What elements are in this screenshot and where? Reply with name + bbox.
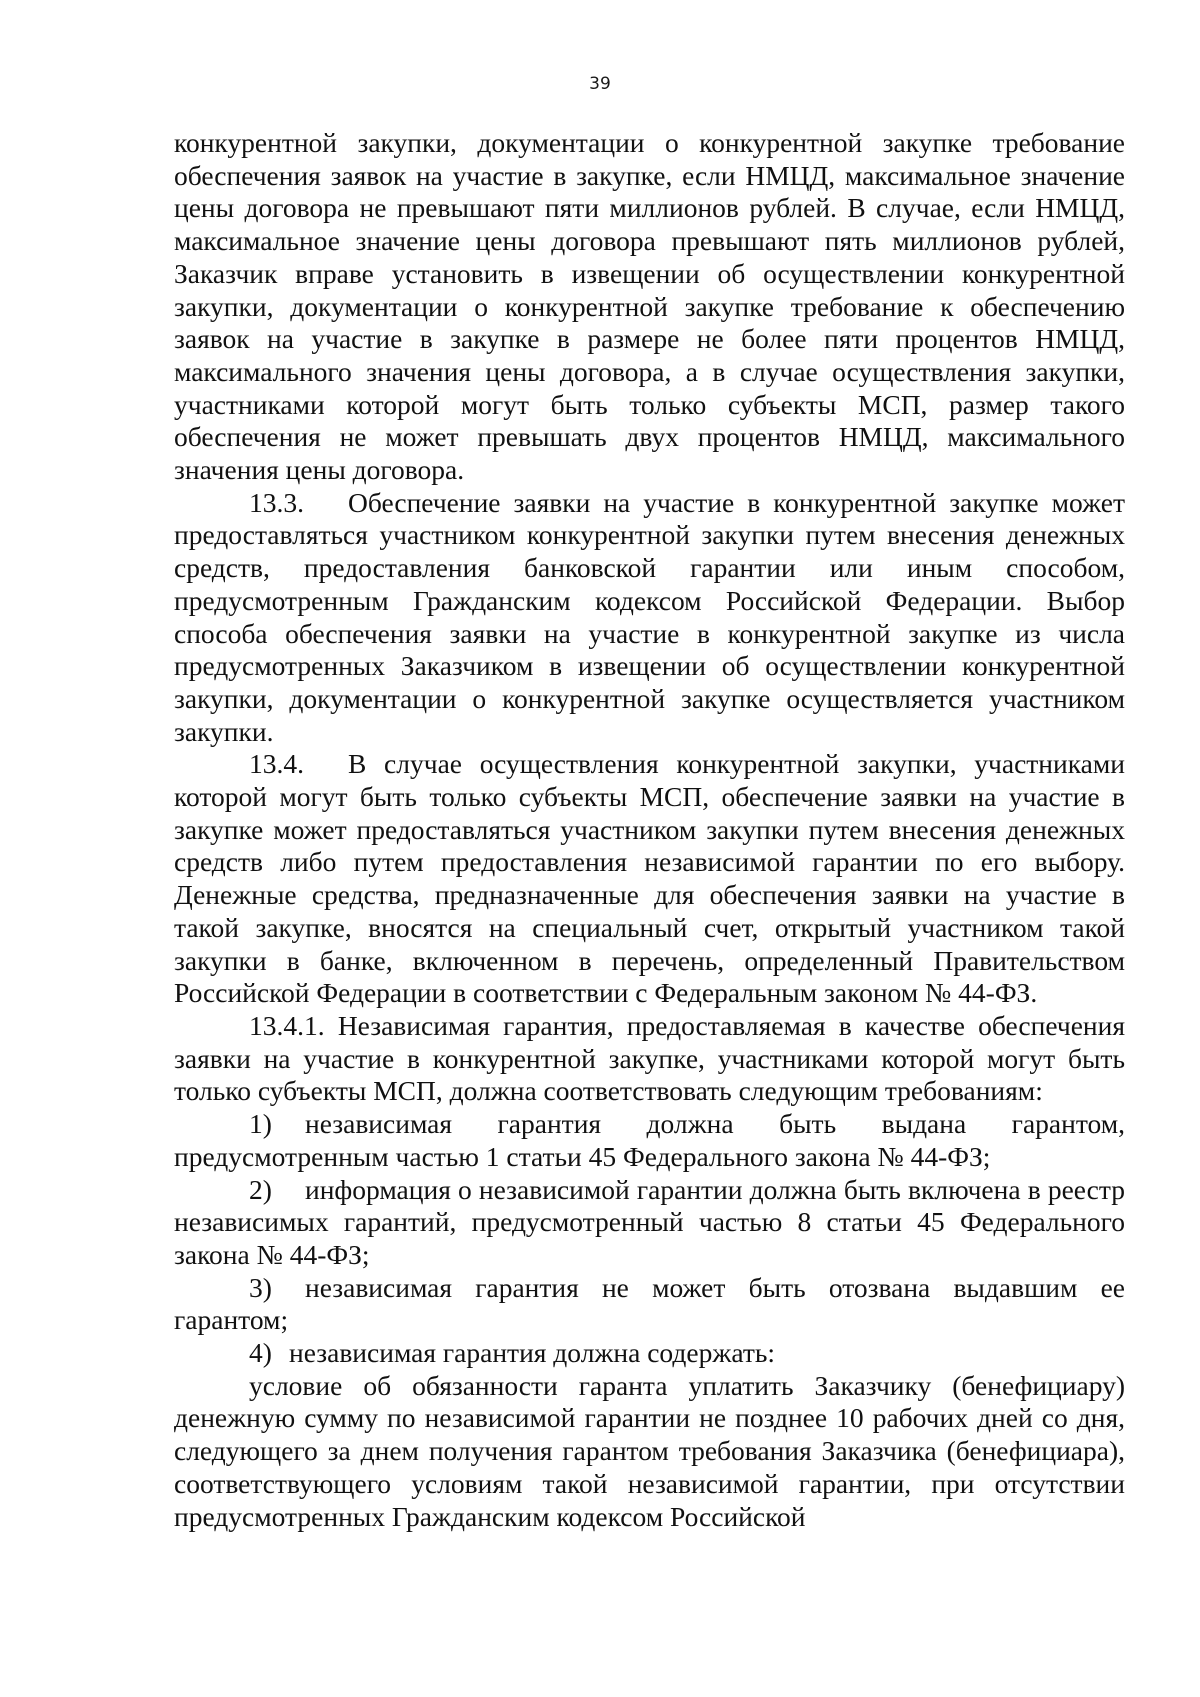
paragraph-guarantee-condition bbox=[174, 1370, 1125, 1534]
list-item-text: независимая гарантия должна содержать: bbox=[289, 1337, 776, 1369]
clause-13-3 bbox=[174, 487, 1125, 749]
list-item-3 bbox=[174, 1272, 1125, 1337]
clause-number: 13.3. bbox=[249, 486, 304, 518]
clause-13-4-1 bbox=[174, 1010, 1125, 1108]
list-item-number: 3) bbox=[249, 1271, 272, 1303]
list-item-number: 4) bbox=[249, 1337, 272, 1369]
clause-text: В случае осуществления конкурентной закупки, участниками которой могут быть только субъекты МСП, обеспечение заявки на участие в закупке может предоставляться участником закупки путем внесения денежных средств либо путем предоставления независимой гарантии по его выбору. Денежные средства, предназначенные для обеспечения заявки на участие в такой закупке, вносятся на специальный счет, открытый участником такой закупки в банке, включенном в перечень, определенный Правительством Российской Федерации в соответствии с Федеральным законом № 44-ФЗ. bbox=[174, 748, 1125, 1009]
clause-text: 13.4.1. Независимая гарантия, предоставляемая в качестве обеспечения заявки на участие в конкурентной закупке, участниками которой могут быть только субъекты МСП, должна соответствовать следующим требованиям: bbox=[174, 1009, 1125, 1107]
clause-13-4 bbox=[174, 748, 1125, 1010]
clause-number: 13.4. bbox=[249, 748, 304, 780]
paragraph-text: условие об обязанности гаранта уплатить Заказчику (бенефициару) денежную сумму по независимой гарантии не позднее 10 рабочих дней со дня, следующего за днем получения гарантом требования Заказчика (бенефициара), соответствующего условиям такой независимой гарантии, при отсутствии предусмотренных Гражданским кодексом Российской bbox=[174, 1369, 1125, 1532]
list-item-number: 2) bbox=[249, 1173, 272, 1205]
list-item-4 bbox=[174, 1337, 1125, 1370]
paragraph-continuation bbox=[174, 127, 1125, 487]
list-item-text: информация о независимой гарантии должна быть включена в реестр независимых гарантий, предусмотренный частью 8 статьи 45 Федерального закона № 44-ФЗ; bbox=[174, 1173, 1125, 1270]
clause-text: Обеспечение заявки на участие в конкурентной закупке может предоставляться участником конкурентной закупки путем внесения денежных средств, предоставления банковской гарантии или иным способом, предусмотренным Гражданским кодексом Российской Федерации. Выбор способа обеспечения заявки на участие в конкурентной закупке из числа предусмотренных Заказчиком в извещении об осуществлении конкурентной закупки, документации о конкурентной закупке осуществляется участником закупки. bbox=[174, 486, 1125, 747]
document-body bbox=[174, 127, 1125, 1533]
list-item-text: независимая гарантия должна быть выдана гарантом, предусмотренным частью 1 статьи 45 Федерального закона № 44-ФЗ; bbox=[174, 1108, 1125, 1172]
list-item-text: независимая гарантия не может быть отозвана выдавшим ее гарантом; bbox=[174, 1271, 1125, 1336]
page-number: 39 bbox=[589, 74, 611, 94]
list-item-2 bbox=[174, 1174, 1125, 1272]
list-item-1 bbox=[174, 1108, 1125, 1173]
paragraph-text: конкурентной закупки, документации о конкурентной закупке требование обеспечения заявок на участие в закупке, если НМЦД, максимальное значение цены договора не превышают пяти миллионов рублей. В случае, если НМЦД, максимальное значение цены договора превышают пять миллионов рублей, Заказчик вправе установить в извещении об осуществлении конкурентной закупки, документации о конкурентной закупке требование к обеспечению заявок на участие в закупке в размере не более пяти процентов НМЦД, максимального значения цены договора, а в случае осуществления закупки, участниками которой могут быть только субъекты МСП, размер такого обеспечения не может превышать двух процентов НМЦД, максимального значения цены договора. bbox=[174, 127, 1125, 486]
list-item-number: 1) bbox=[249, 1108, 272, 1140]
